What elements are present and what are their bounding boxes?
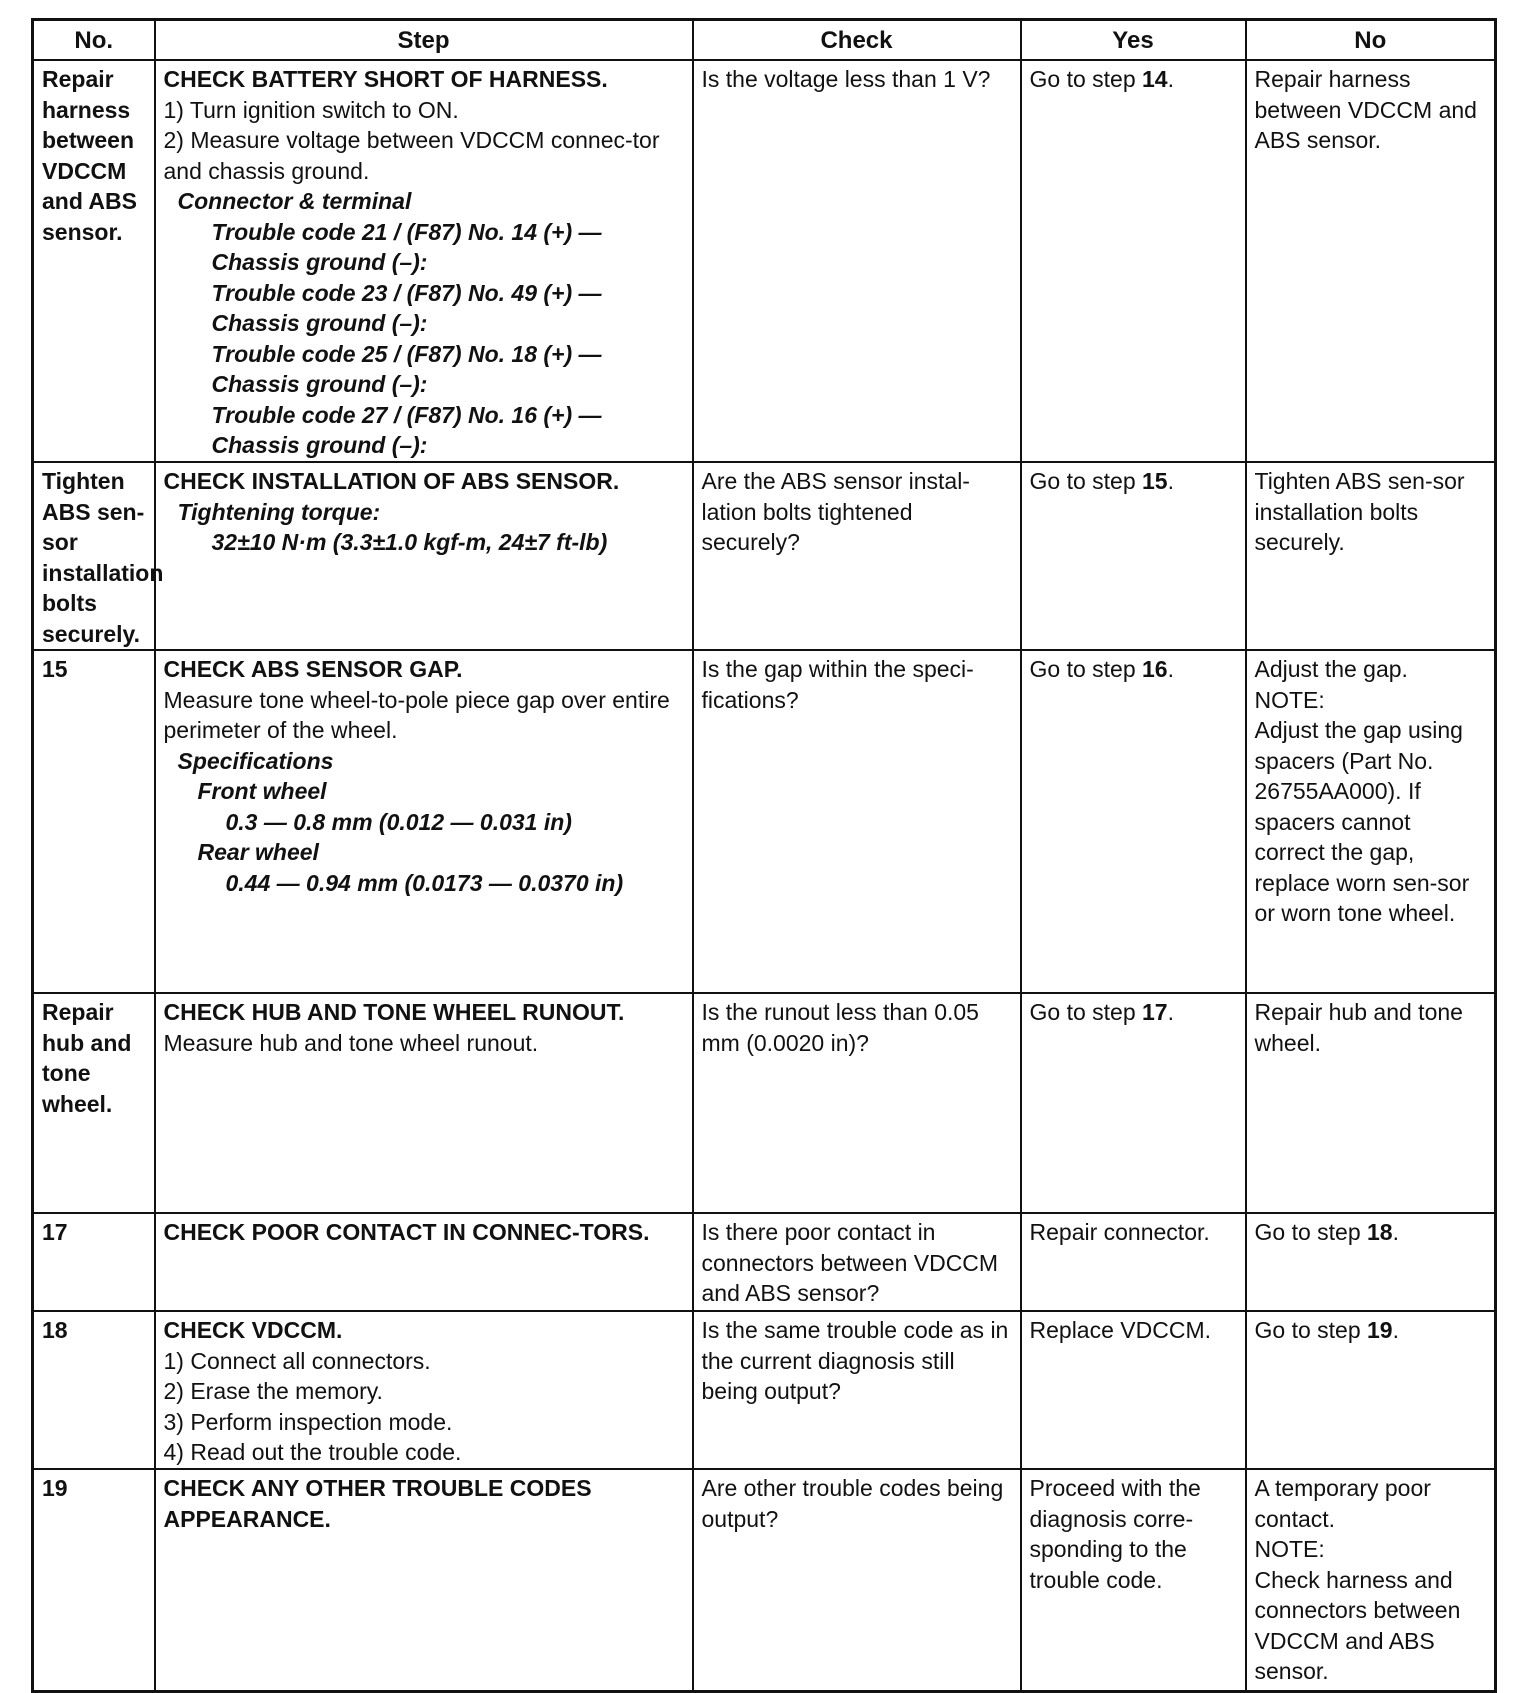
check-cell: Is the gap within the speci-fications? xyxy=(693,650,1021,993)
yes-suffix: . xyxy=(1167,999,1174,1025)
spec-heading: Specifications xyxy=(177,747,334,774)
sub-heading: Connector & terminal xyxy=(177,188,412,214)
diagnostic-table xyxy=(31,18,1497,1693)
yes-prefix: Go to step xyxy=(1029,999,1143,1025)
no-lead: A temporary poor contact. xyxy=(1254,1475,1431,1532)
yes-prefix: Go to step xyxy=(1029,656,1143,682)
step-cell xyxy=(155,1311,693,1469)
step-number: Repair harness between VDCCM and ABS sensor. xyxy=(33,60,155,462)
rear-wheel-value: 0.44 — 0.94 mm (0.0173 — 0.0370 in) xyxy=(225,869,624,896)
check-cell: Is the same trouble code as in the current diagnosis still being output? xyxy=(693,1311,1021,1469)
yes-step-link: 15 xyxy=(1142,468,1168,494)
check-cell: Are the ABS sensor instal-lation bolts tightened securely? xyxy=(693,462,1021,650)
note-text: Adjust the gap using spacers (Part No. 26755AA000). If spacers cannot correct the gap, replace worn sen-sor or worn tone wheel. xyxy=(1254,717,1470,926)
header-yes: Yes xyxy=(1021,20,1246,61)
yes-suffix: . xyxy=(1167,468,1174,494)
step-number: Repair hub and tone wheel. xyxy=(33,993,155,1213)
yes-cell xyxy=(1021,993,1246,1213)
terminal-line: Trouble code 21 / (F87) No. 14 (+) — xyxy=(211,218,602,245)
step-text: Measure hub and tone wheel runout. xyxy=(163,1029,539,1056)
step-cell xyxy=(155,650,693,993)
no-suffix: . xyxy=(1392,1317,1399,1343)
step-title: CHECK ANY OTHER TROUBLE CODES APPEARANCE. xyxy=(163,1475,592,1532)
step-cell xyxy=(155,1213,693,1311)
step-number: 19 xyxy=(33,1469,155,1691)
step-line: 1) Turn ignition switch to ON. xyxy=(163,96,459,123)
step-title: CHECK HUB AND TONE WHEEL RUNOUT. xyxy=(163,999,625,1025)
step-text: Measure tone wheel-to-pole piece gap over entire perimeter of the wheel. xyxy=(163,686,670,743)
yes-cell: Repair connector. xyxy=(1021,1213,1246,1311)
rear-wheel-label: Rear wheel xyxy=(197,839,319,865)
yes-suffix: . xyxy=(1167,656,1174,682)
front-wheel-value: 0.3 — 0.8 mm (0.012 — 0.031 in) xyxy=(225,808,572,835)
header-row xyxy=(33,20,1496,61)
step-title: CHECK ABS SENSOR GAP. xyxy=(163,656,463,682)
yes-cell xyxy=(1021,462,1246,650)
yes-step-link: 17 xyxy=(1142,999,1168,1025)
terminal-line: Chassis ground (–): xyxy=(211,310,428,336)
check-cell: Are other trouble codes being output? xyxy=(693,1469,1021,1691)
step-number: 18 xyxy=(33,1311,155,1469)
no-prefix: Go to step xyxy=(1254,1219,1368,1245)
yes-cell xyxy=(1021,60,1246,462)
terminal-line: Chassis ground (–): xyxy=(211,371,428,397)
no-suffix: . xyxy=(1392,1219,1399,1245)
yes-cell xyxy=(1021,650,1246,993)
no-prefix: Go to step xyxy=(1254,1317,1368,1343)
step-number: 17 xyxy=(33,1213,155,1311)
no-cell xyxy=(1246,1213,1496,1311)
no-cell: Tighten ABS sen-sor installation bolts securely. xyxy=(1246,462,1496,650)
yes-cell: Proceed with the diagnosis corre-sponding to the trouble code. xyxy=(1021,1469,1246,1691)
table-row xyxy=(33,1311,1496,1469)
note-text: Check harness and connectors between VDCCM and ABS sensor. xyxy=(1254,1566,1461,1684)
step-line: 4) Read out the trouble code. xyxy=(163,1439,462,1465)
header-check: Check xyxy=(693,20,1021,61)
no-cell: Repair hub and tone wheel. xyxy=(1246,993,1496,1213)
yes-suffix: . xyxy=(1167,66,1174,92)
header-no: No. xyxy=(33,20,155,61)
step-title: CHECK INSTALLATION OF ABS SENSOR. xyxy=(163,468,620,494)
no-cell xyxy=(1246,1311,1496,1469)
step-number: Tighten ABS sen-sor installation bolts securely. xyxy=(33,462,155,650)
step-cell xyxy=(155,60,693,462)
torque-value: 32±10 N·m (3.3±1.0 kgf-m, 24±7 ft-lb) xyxy=(211,529,608,555)
yes-step-link: 14 xyxy=(1142,66,1168,92)
no-cell xyxy=(1246,650,1496,993)
check-cell: Is there poor contact in connectors between VDCCM and ABS sensor? xyxy=(693,1213,1021,1311)
no-cell: Repair harness between VDCCM and ABS sensor. xyxy=(1246,60,1496,462)
step-line: 2) Erase the memory. xyxy=(163,1378,383,1404)
note-label: NOTE: xyxy=(1254,686,1325,713)
sub-heading: Tightening torque: xyxy=(177,498,381,525)
terminal-line: Chassis ground (–): xyxy=(211,432,428,458)
step-title: CHECK VDCCM. xyxy=(163,1317,343,1343)
table-row xyxy=(33,60,1496,462)
step-cell xyxy=(155,993,693,1213)
table-row xyxy=(33,1213,1496,1311)
step-line: 1) Connect all connectors. xyxy=(163,1347,431,1374)
yes-prefix: Go to step xyxy=(1029,468,1143,494)
table-row xyxy=(33,462,1496,650)
step-number: 15 xyxy=(33,650,155,993)
no-step-link: 19 xyxy=(1367,1317,1393,1343)
yes-prefix: Go to step xyxy=(1029,66,1143,92)
header-step: Step xyxy=(155,20,693,61)
header-no-col: No xyxy=(1246,20,1496,61)
table-row xyxy=(33,650,1496,993)
step-title: CHECK BATTERY SHORT OF HARNESS. xyxy=(163,66,608,92)
terminal-line: Trouble code 23 / (F87) No. 49 (+) — xyxy=(211,279,602,306)
step-cell xyxy=(155,1469,693,1691)
no-lead: Adjust the gap. xyxy=(1254,656,1408,682)
check-cell: Is the voltage less than 1 V? xyxy=(693,60,1021,462)
step-line: 3) Perform inspection mode. xyxy=(163,1408,453,1435)
yes-cell: Replace VDCCM. xyxy=(1021,1311,1246,1469)
step-cell xyxy=(155,462,693,650)
terminal-line: Chassis ground (–): xyxy=(211,249,428,275)
terminal-line: Trouble code 25 / (F87) No. 18 (+) — xyxy=(211,340,602,367)
table-row xyxy=(33,993,1496,1213)
step-line: 2) Measure voltage between VDCCM connec-tor and chassis ground. xyxy=(163,127,660,184)
check-cell: Is the runout less than 0.05 mm (0.0020 in)? xyxy=(693,993,1021,1213)
table-row xyxy=(33,1469,1496,1691)
front-wheel-label: Front wheel xyxy=(197,778,327,804)
note-label: NOTE: xyxy=(1254,1536,1325,1562)
yes-step-link: 16 xyxy=(1142,656,1168,682)
terminal-line: Trouble code 27 / (F87) No. 16 (+) — xyxy=(211,401,602,428)
no-step-link: 18 xyxy=(1367,1219,1393,1245)
step-title: CHECK POOR CONTACT IN CONNEC-TORS. xyxy=(163,1219,650,1245)
no-cell xyxy=(1246,1469,1496,1691)
